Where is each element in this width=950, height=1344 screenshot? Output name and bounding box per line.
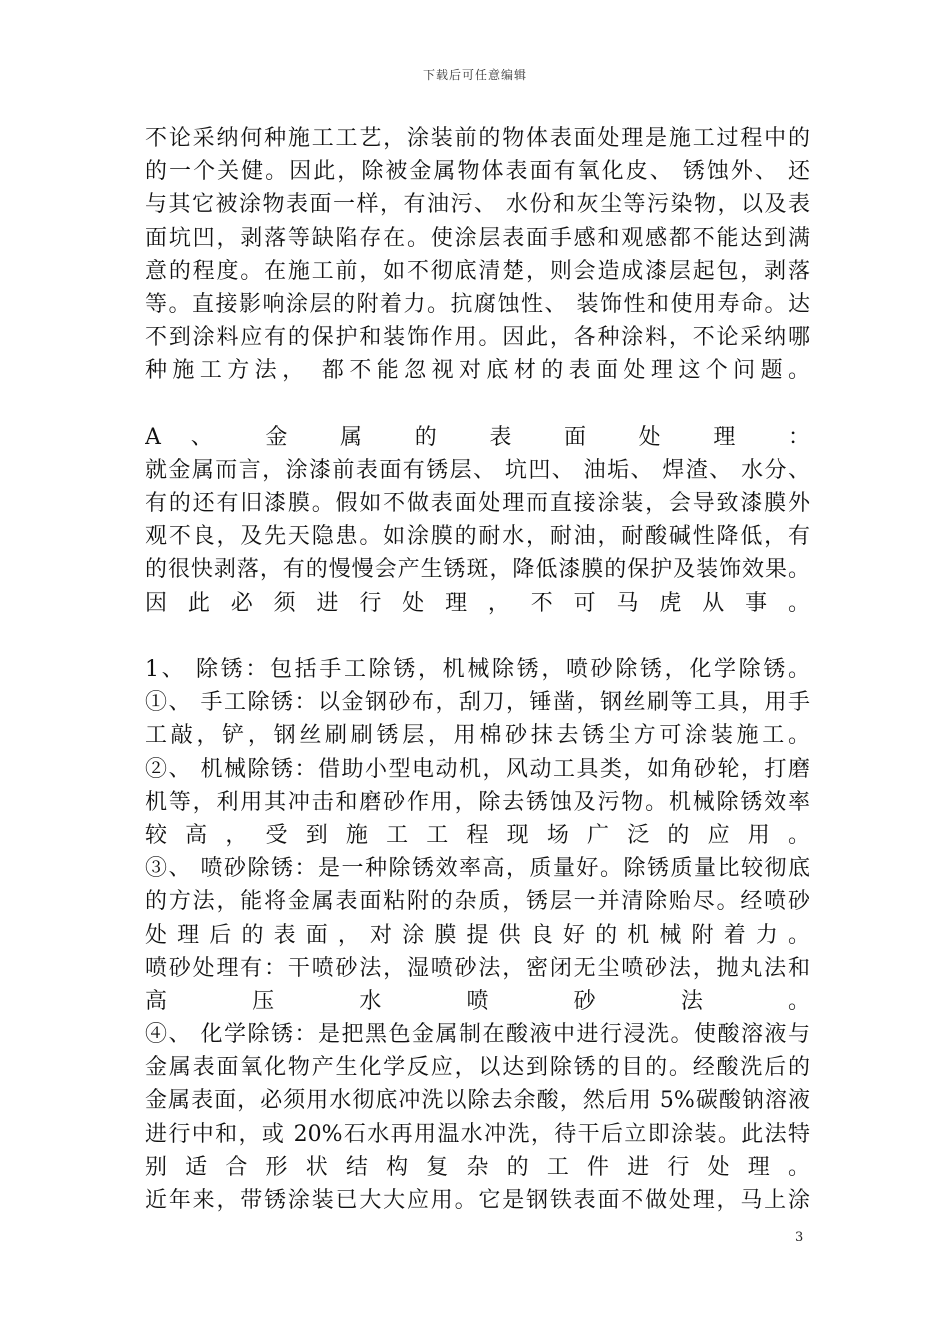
text-line: 因 此 必 须 进 行 处 理 ， 不 可 马 虎 从 事 。 — [145, 590, 810, 616]
page-header-note: 下载后可任意编辑 — [422, 68, 527, 82]
text-line: 金属表面，必须用水彻底冲洗以除去余酸，然后用 5%碳酸钠溶液 — [145, 1088, 810, 1114]
text-line: 有的还有旧漆膜。假如不做表面处理而直接涂装，会导致漆膜外 — [145, 491, 810, 517]
text-line: ③、 喷砂除锈：是一种除锈效率高，质量好。除锈质量比较彻底 — [145, 856, 810, 882]
text-line: 近年来，带锈涂装已大大应用。它是钢铁表面不做处理，马上涂 — [145, 1188, 810, 1213]
text-line: 工敲，铲，钢丝刷刷锈层，用棉砂抹去锈尘方可涂装施工。 — [145, 723, 810, 749]
section-1-heading: 1、 除锈：包括手工除锈，机械除锈，喷砂除锈，化学除锈。 — [145, 657, 810, 682]
section-a-heading: A 、 金 属 的 表 面 处 理 ： — [145, 424, 810, 450]
text-line: 面坑凹，剥落等缺陷存在。使涂层表面手感和观感都不能达到满 — [145, 225, 810, 251]
section-1-rust-removal — [145, 653, 810, 1217]
page-number: 3 — [795, 1230, 804, 1245]
text-line: ④、 化学除锈：是把黑色金属制在酸液中进行浸洗。使酸溶液与 — [145, 1022, 810, 1048]
text-line: 金属表面氧化物产生化学反应，以达到除锈的目的。经酸洗后的 — [145, 1055, 810, 1081]
text-line: 等。直接影响涂层的附着力。抗腐蚀性、 装饰性和使用寿命。达 — [145, 291, 810, 317]
text-line: 处 理 后 的 表 面 ， 对 涂 膜 提 供 良 好 的 机 械 附 着 力 。 — [145, 922, 810, 948]
text-line: 观不良，及先天隐患。如涂膜的耐水，耐油，耐酸碱性降低，有 — [145, 524, 810, 550]
paragraph-gap — [145, 620, 810, 653]
paragraph-gap — [145, 388, 810, 421]
text-line: 与其它被涂物表面一样，有油污、 水份和灰尘等污染物，以及表 — [145, 192, 810, 218]
text-line: 意的程度。在施工前，如不彻底清楚，则会造成漆层起包，剥落 — [145, 258, 810, 284]
section-a — [145, 421, 810, 620]
text-line: 喷砂处理有：干喷砂法，湿喷砂法，密闭无尘喷砂法，抛丸法和 — [145, 955, 810, 981]
document-body — [145, 122, 810, 1217]
text-line: 较 高 ， 受 到 施 工 工 程 现 场 广 泛 的 应 用 。 — [145, 822, 810, 848]
text-line: 种施工方法， 都不能忽视对底材的表面处理这个问题。 — [145, 358, 810, 384]
text-line: ②、 机械除锈：借助小型电动机，风动工具类，如角砂轮，打磨 — [145, 756, 810, 782]
text-line: 进行中和，或 20%石水再用温水冲洗，待干后立即涂装。此法特 — [145, 1121, 810, 1147]
intro-paragraph — [145, 122, 810, 388]
text-line: 高 压 水 喷 砂 法 。 — [145, 988, 810, 1014]
text-line: 别 适 合 形 状 结 构 复 杂 的 工 件 进 行 处 理 。 — [145, 1154, 810, 1180]
text-line: 的很快剥落，有的慢慢会产生锈斑，降低漆膜的保护及装饰效果。 — [145, 557, 810, 583]
text-line: 的一个关健。因此，除被金属物体表面有氧化皮、 锈蚀外、 还 — [145, 159, 810, 185]
text-line: 不到涂料应有的保护和装饰作用。因此，各种涂料，不论采纳哪 — [145, 325, 810, 351]
text-line: 的方法，能将金属表面粘附的杂质，锈层一并清除贻尽。经喷砂 — [145, 889, 810, 915]
text-line: 就金属而言，涂漆前表面有锈层、 坑凹、 油垢、 焊渣、 水分、 — [145, 457, 810, 483]
text-line: 不论采纳何种施工工艺，涂装前的物体表面处理是施工过程中的 — [145, 126, 810, 151]
text-line: ①、 手工除锈：以金钢砂布，刮刀，锤凿，钢丝刷等工具，用手 — [145, 690, 810, 716]
text-line: 机等，利用其冲击和磨砂作用，除去锈蚀及污物。机械除锈效率 — [145, 789, 810, 815]
